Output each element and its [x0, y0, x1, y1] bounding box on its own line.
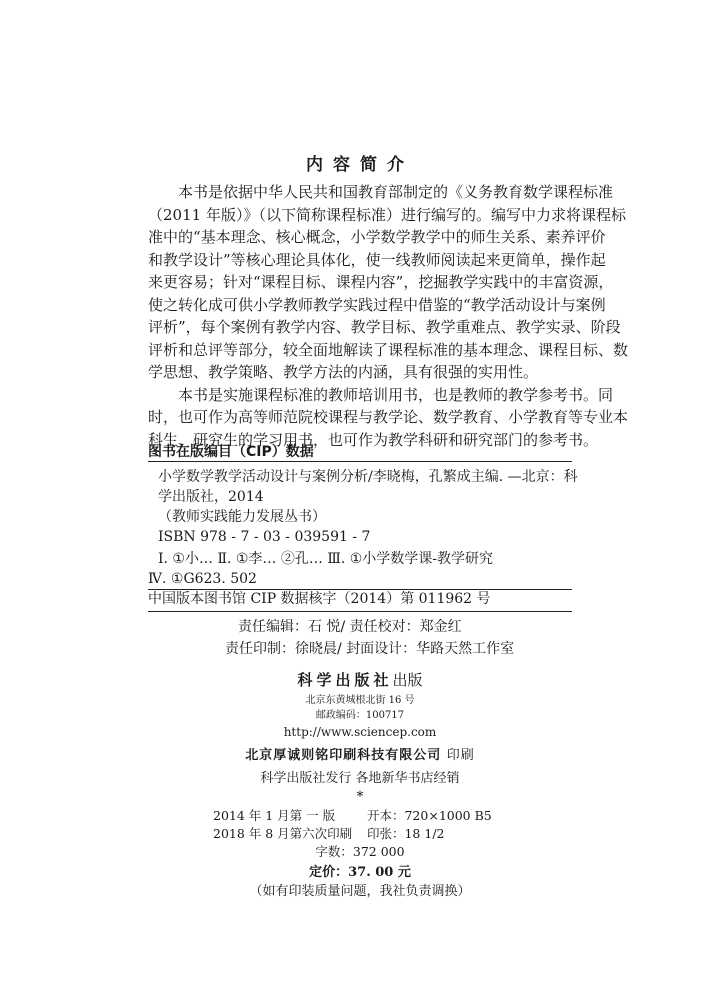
cip-record: [148, 467, 578, 547]
cip-class-row: [148, 549, 572, 569]
summary-line: 准中的“基本理念、核心概念，小学数学教学中的师生关系、素养评价: [148, 228, 606, 246]
publisher-address: 北京东黄城根北街 16 号: [305, 695, 415, 706]
separator-star: *: [356, 789, 364, 805]
cip-title-line: 学出版社，2014: [158, 489, 264, 505]
cip-number: 中国版本图书馆 CIP 数据核字（2014）第 011962 号: [148, 591, 491, 607]
printer-name: 北京厚诚则铭印刷科技有限公司: [245, 748, 442, 763]
summary-line: 来更容易；针对“课程目标、课程内容”，挖掘教学实践中的丰富资源，: [148, 273, 614, 291]
editor-line: 责任编辑：石 悦/ 责任校对：郑金红: [238, 619, 462, 635]
cip-class-item: Ⅲ. ①小学数学课-教学研究: [327, 551, 493, 567]
publisher-postcode: 邮政编码：100717: [315, 710, 405, 721]
summary-body: [148, 181, 629, 451]
summary-line: 和教学设计”等核心理论具体化，使一线教师阅读起来更简单，操作起: [148, 250, 606, 269]
cip-bottom-rule: [148, 611, 572, 612]
publisher-suffix: 出版: [392, 671, 423, 689]
cip-class-code: Ⅳ. ①G623. 502: [148, 571, 257, 587]
summary-line: 本书是依据中华人民共和国教育部制定的《义务教育数学课程标准: [178, 183, 614, 201]
cip-series: （教师实践能力发展丛书）: [158, 509, 326, 525]
cip-top-rule: [148, 461, 572, 462]
cip-isbn: ISBN 978 - 7 - 03 - 039591 - 7: [158, 529, 371, 545]
publisher-name-row: [0, 669, 720, 690]
printer-row: [0, 744, 720, 763]
summary-line: 科生、研究生的学习用书，也可作为教学科研和研究部门的参考书。: [148, 430, 599, 449]
summary-line: 评析”，每个案例有教学内容、教学目标、教学重难点、教学实录、阶段: [148, 318, 621, 336]
cip-class-item: Ⅱ. ①李… ②孔…: [217, 551, 323, 567]
summary-paragraph-1: [148, 181, 629, 384]
price: 定价：37. 00 元: [309, 865, 411, 880]
cip-class-item: Ⅰ. ①小…: [158, 551, 213, 567]
word-count: 字数：372 000: [315, 844, 405, 859]
distribution: 科学出版社发行 各地新华书店经销: [260, 771, 460, 786]
printing-date: 2018 年 8 月第六次印刷: [213, 826, 353, 841]
summary-line: （2011 年版）》（以下简称课程标准）进行编写的。编写中力求将课程标: [148, 205, 626, 224]
cip-classification: [148, 549, 572, 589]
edition-row: [0, 807, 720, 825]
publisher-name: 科学出版社: [297, 671, 393, 689]
format-size: 开本：720×1000 B5: [366, 808, 492, 823]
credits: [0, 616, 720, 660]
summary-line: 评析和总评等部分，较全面地解读了课程标准的基本理念、课程目标、数: [148, 340, 629, 359]
first-edition: 2014 年 1 月第 一 版: [213, 808, 336, 823]
summary-title: 内容简介: [306, 155, 414, 175]
cip-heading: 图书在版编目（CIP）数据: [148, 444, 314, 460]
summary-line: 本书是实施课程标准的教师培训用书，也是教师的教学参考书。同: [178, 385, 614, 404]
publisher-block: [0, 669, 720, 899]
replacement-note: （如有印装质量问题，我社负责调换）: [249, 884, 471, 899]
printing-row: [0, 825, 720, 843]
production-line: 责任印制：徐晓晨/ 封面设计：华路天然工作室: [225, 641, 515, 657]
summary-line: 学思想、教学策略、教学方法的内涵，具有很强的实用性。: [148, 363, 539, 381]
printer-suffix: 印刷: [446, 748, 475, 763]
cip-number-block: [148, 589, 572, 609]
summary-line: 使之转化成可供小学教师教学实践过程中借鉴的“教学活动设计与案例: [148, 295, 606, 314]
summary-line: 时，也可作为高等师范院校课程与教学论、数学教育、小学教育等专业本: [148, 408, 629, 426]
publisher-url: http://www.sciencep.com: [283, 725, 437, 739]
cip-title-line: 小学数学教学活动设计与案例分析/李晓梅，孔繁成主编. —北京：科: [158, 469, 578, 485]
sheet-count: 印张：18 1/2: [366, 826, 445, 841]
